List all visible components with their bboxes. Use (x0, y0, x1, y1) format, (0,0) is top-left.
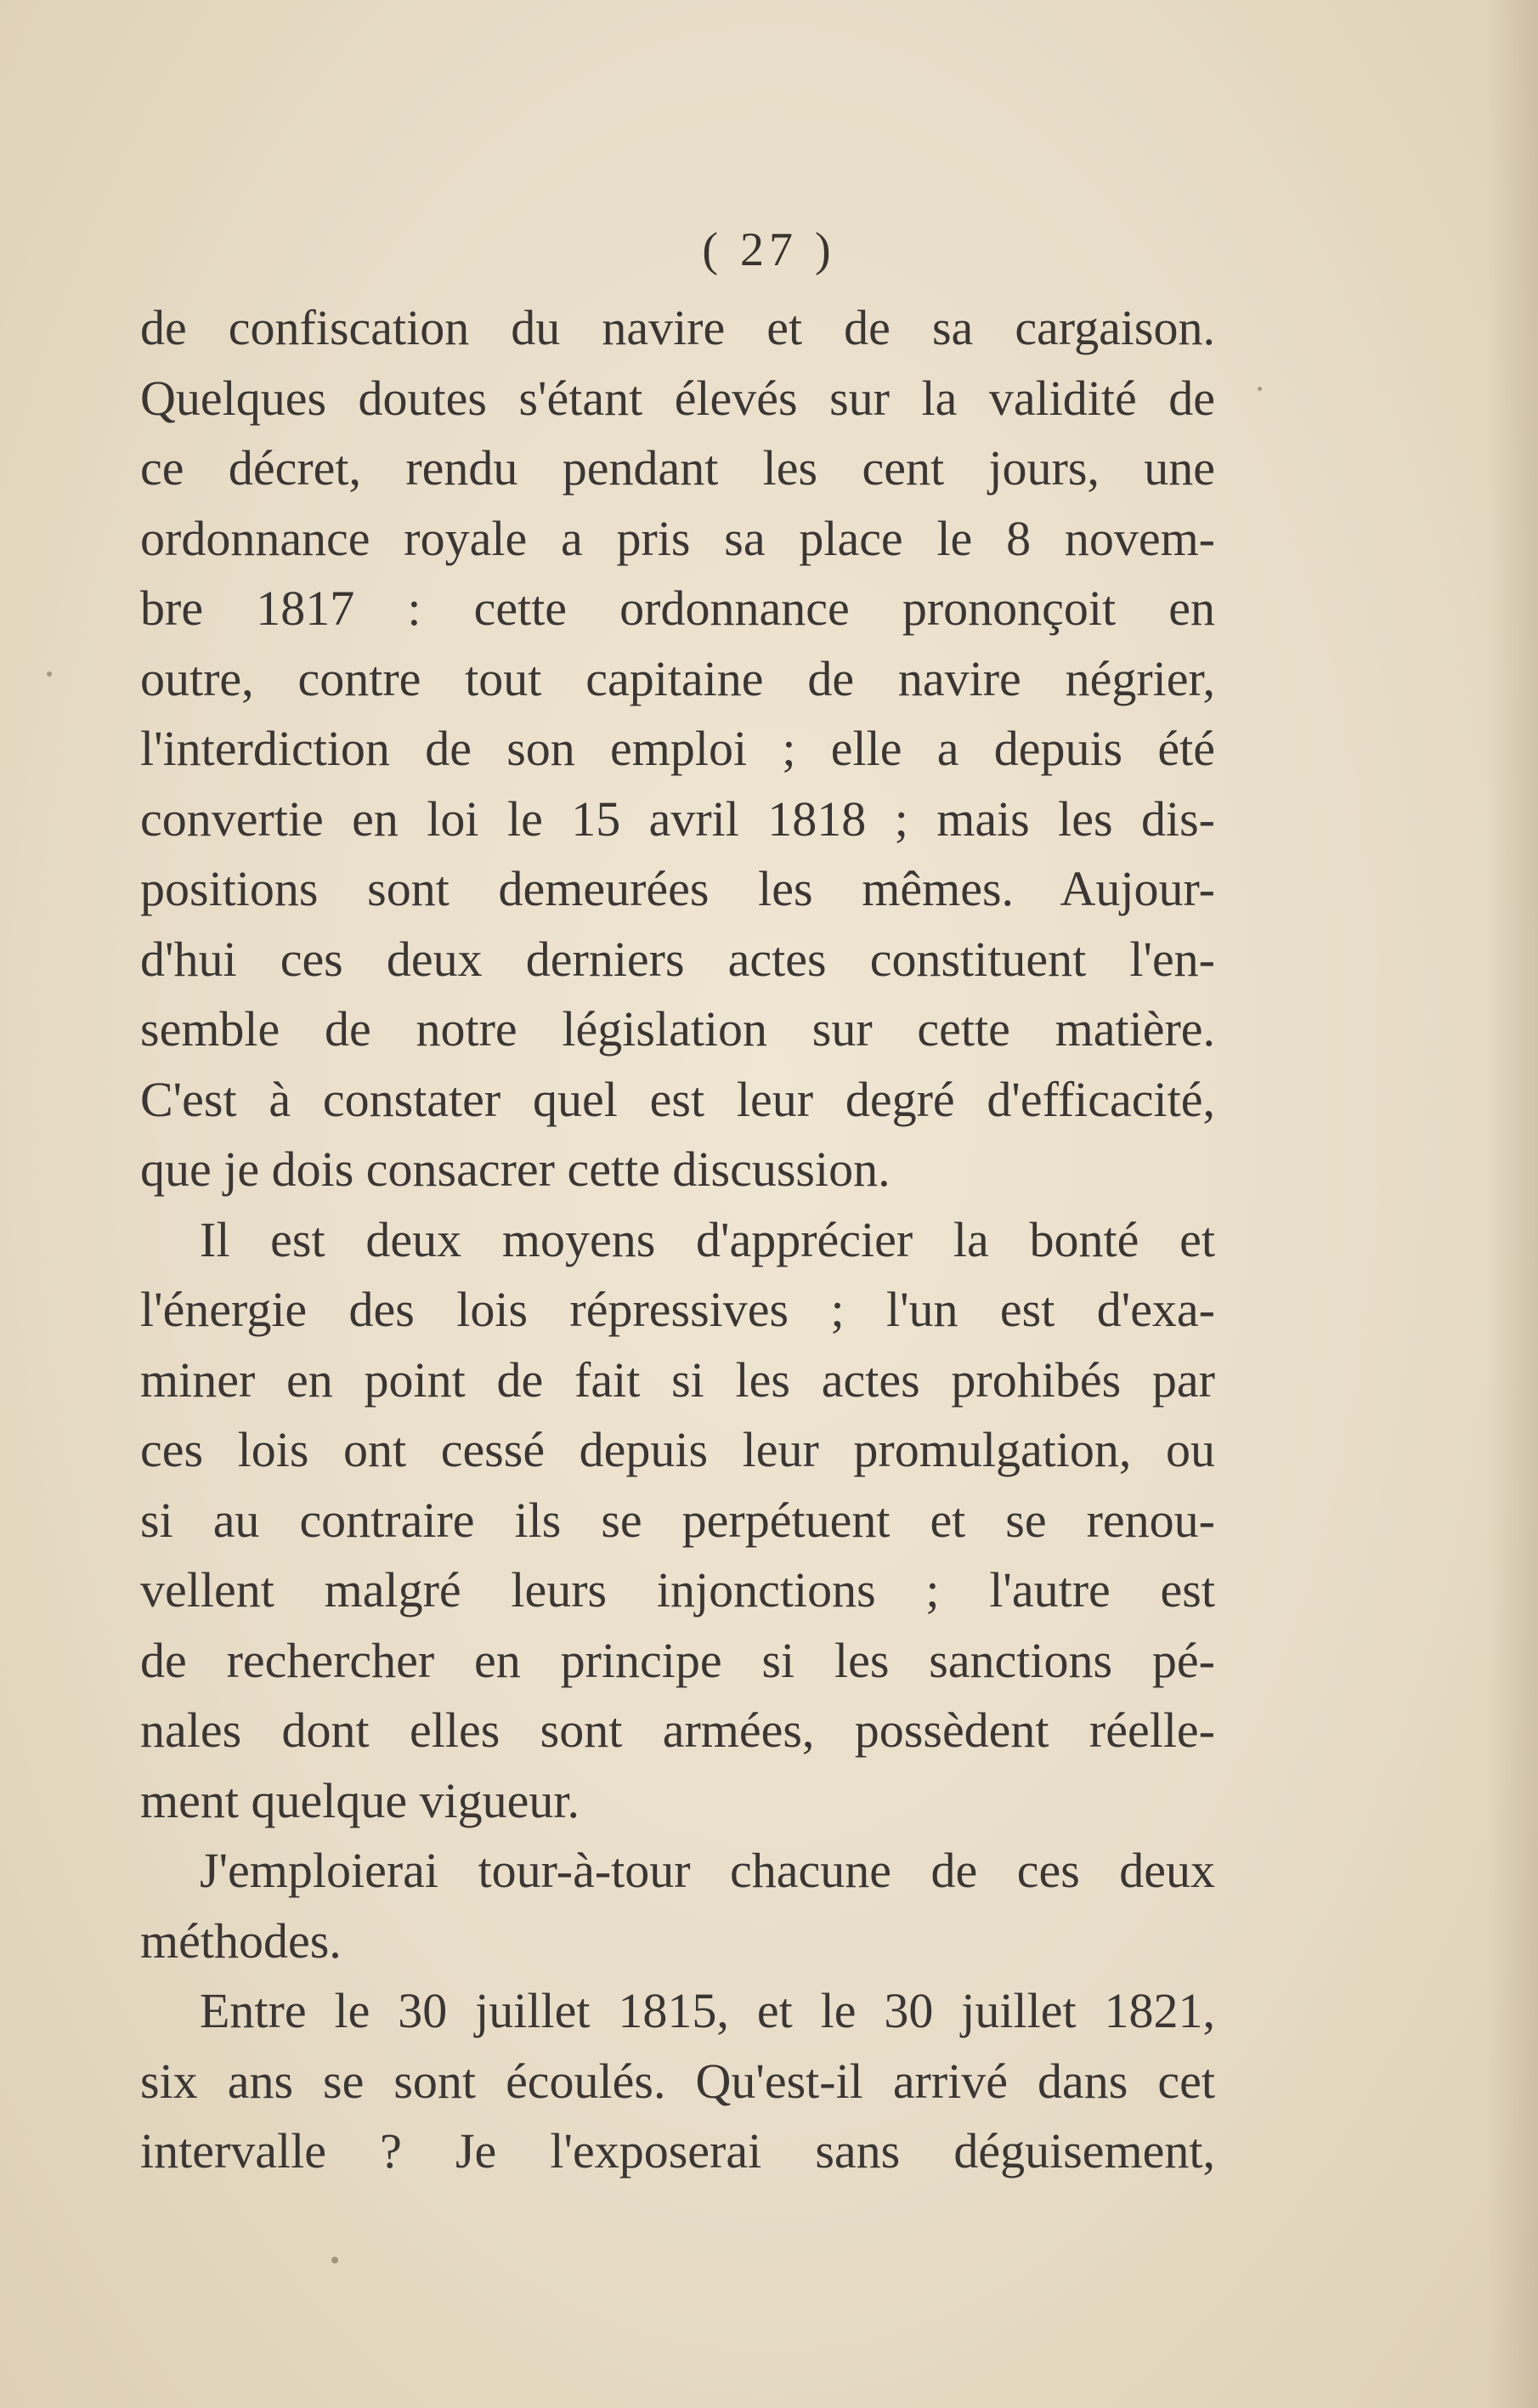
paper-spot (331, 2257, 338, 2264)
paper-spot (1258, 387, 1262, 391)
text-line: Il est deux moyens d'apprécier la bonté et (200, 1211, 1215, 1267)
text-line: Entre le 30 juillet 1815, et le 30 juillet 1821, (200, 1983, 1215, 2038)
text-line: méthodes. (140, 1912, 342, 1969)
text-line: si au contraire ils se perpétuent et se renou- (140, 1492, 1215, 1548)
text-line: de confiscation du navire et de sa cargaison. (140, 300, 1215, 355)
text-line: d'hui ces deux derniers actes constituent l'en- (140, 931, 1215, 987)
text-line: ordonnance royale a pris sa place le 8 novem- (140, 510, 1215, 566)
text-line: convertie en loi le 15 avril 1818 ; mais les dis- (140, 790, 1215, 847)
text-line: J'emploierai tour-à-tour chacune de ces deux (200, 1843, 1215, 1898)
text-line: nales dont elles sont armées, possèdent réelle- (140, 1703, 1215, 1758)
text-line: l'interdiction de son emploi ; elle a depuis été (140, 721, 1215, 776)
text-line: l'énergie des lois répressives ; l'un est d'exa- (140, 1282, 1215, 1337)
text-line: miner en point de fait si les actes prohibés par (140, 1351, 1215, 1408)
text-line: positions sont demeurées les mêmes. Aujour- (140, 861, 1215, 916)
body-text (140, 293, 1215, 2187)
text-line: C'est à constater quel est leur degré d'efficacité, (140, 1071, 1215, 1127)
page-edge-shadow (1487, 0, 1538, 2408)
text-line: de rechercher en principe si les sanctions pé- (140, 1632, 1215, 1688)
text-line: Quelques doutes s'étant élevés sur la validité de (140, 370, 1215, 426)
text-line: ces lois ont cessé depuis leur promulgation, ou (140, 1422, 1215, 1477)
page-number: ( 27 ) (702, 224, 836, 276)
text-line: bre 1817 : cette ordonnance prononçoit en (140, 581, 1215, 636)
text-line: vellent malgré leurs injonctions ; l'autre est (140, 1562, 1215, 1618)
paper-spot (47, 671, 52, 677)
text-line: outre, contre tout capitaine de navire négrier, (140, 650, 1215, 706)
text-line: ment quelque vigueur. (140, 1772, 580, 1828)
text-line: ce décret, rendu pendant les cent jours, une (140, 440, 1215, 496)
text-line: intervalle ? Je l'exposerai sans déguisement, (140, 2123, 1215, 2179)
text-line: que je dois consacrer cette discussion. (140, 1142, 891, 1197)
text-line: six ans se sont écoulés. Qu'est-il arrivé dans cet (140, 2053, 1215, 2109)
text-line: semble de notre législation sur cette matière. (140, 1001, 1215, 1057)
